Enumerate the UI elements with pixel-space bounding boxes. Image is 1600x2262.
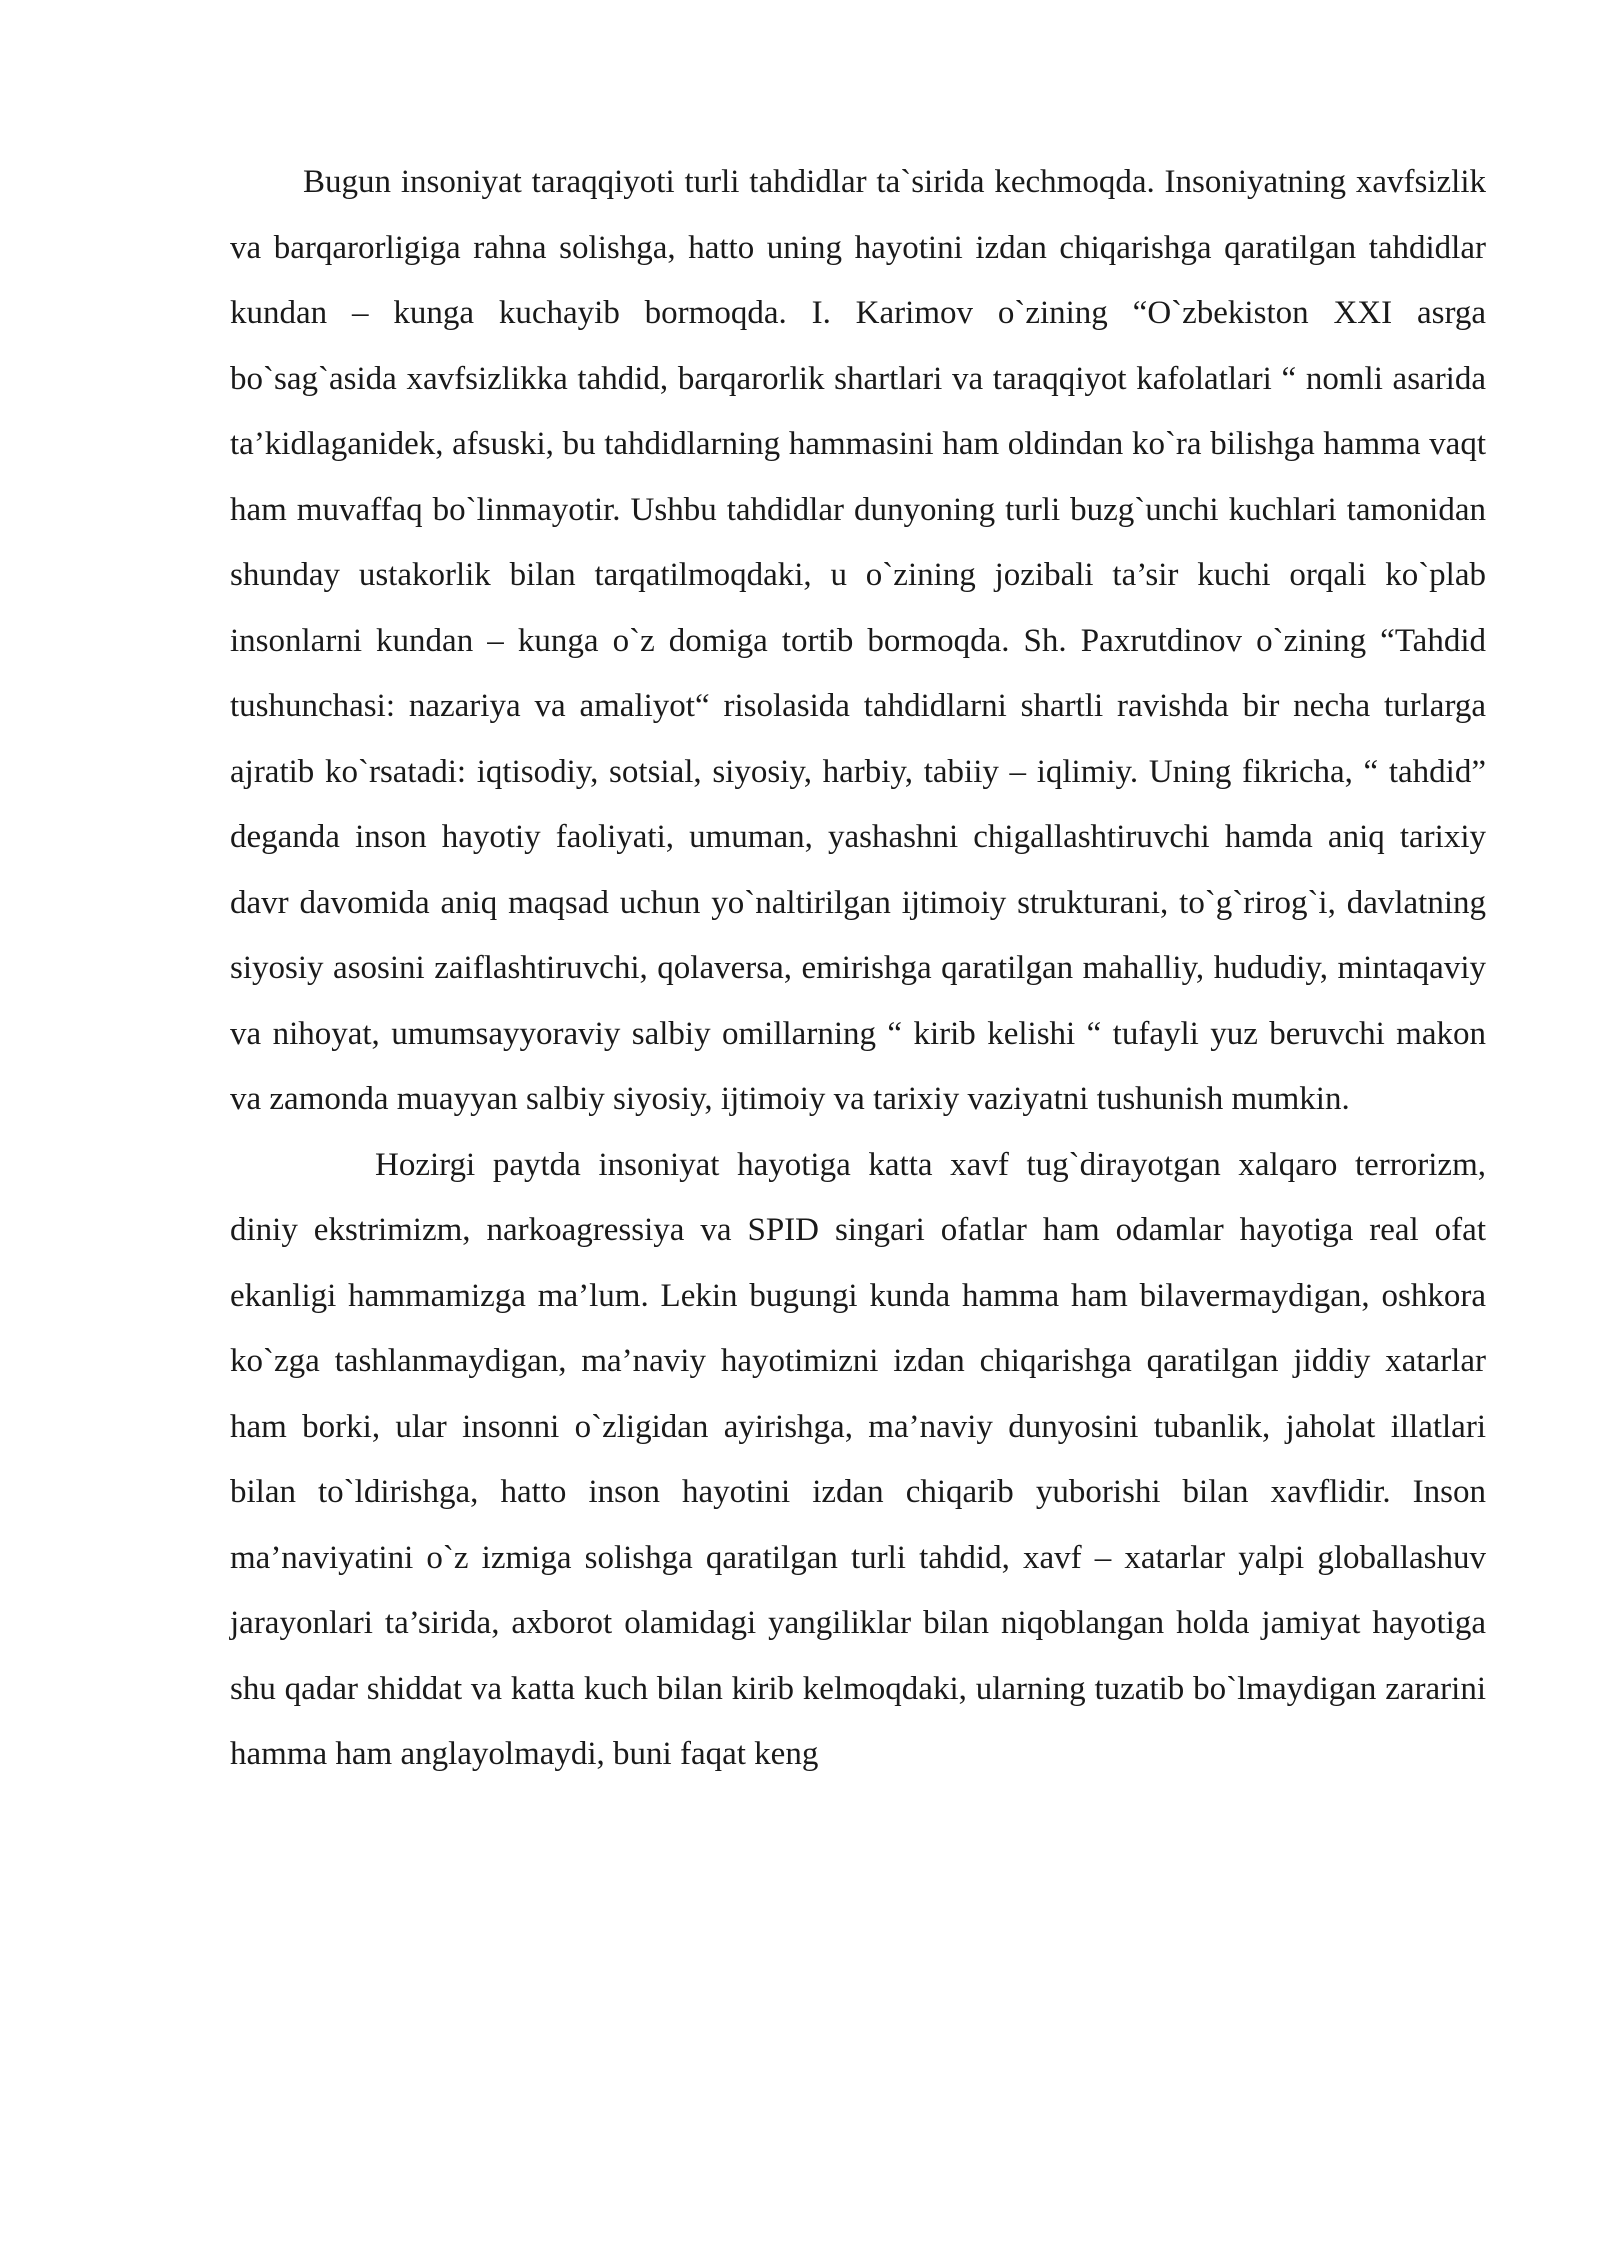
paragraph-1: Bugun insoniyat taraqqiyoti turli tahdidlar ta`sirida kechmoqda. Insoniyatning xavfsizlik va barqarorligiga rahna solishga, hatto uning hayotini izdan chiqarishga qaratilgan tahdidlar kundan – kunga kuchayib bormoqda. I. Karimov o`zining “O`zbekiston XXI asrga bo`sag`asida xavfsizlikka tahdid, barqarorlik shartlari va taraqqiyot kafolatlari “ nomli asarida ta’kidlaganidek, afsuski, bu tahdidlarning hammasini ham oldindan ko`ra bilishga hamma vaqt ham muvaffaq bo`linmayotir. Ushbu tahdidlar dunyoning turli buzg`unchi kuchlari tamonidan shunday ustakorlik bilan tarqatilmoqdaki, u o`zining jozibali ta’sir kuchi orqali ko`plab insonlarni kundan – kunga o`z domiga tortib bormoqda. Sh. Paxrutdinov o`zining “Tahdid tushunchasi: nazariya va amaliyot“ risolasida tahdidlarni shartli ravishda bir necha turlarga ajratib ko`rsatadi: iqtisodiy, sotsial, siyosiy, harbiy, tabiiy – iqlimiy. Uning fikricha, “ tahdid” deganda inson hayotiy faoliyati, umuman, yashashni chigallashtiruvchi hamda aniq tarixiy davr davomida aniq maqsad uchun yo`naltirilgan ijtimoiy strukturani, to`g`rirog`i, davlatning siyosiy asosini zaiflashtiruvchi, qolaversa, emirishga qaratilgan mahalliy, hududiy, mintaqaviy va nihoyat, umumsayyoraviy salbiy omillarning “ kirib kelishi “ tufayli yuz beruvchi makon va zamonda muayyan salbiy siyosiy, ijtimoiy va tarixiy vaziyatni tushunish mumkin. xyxy=(230,164,1486,1117)
paragraph-2: Hozirgi paytda insoniyat hayotiga katta xavf tug`dirayotgan xalqaro terrorizm, diniy ekstrimizm, narkoagressiya va SPID singari ofatlar ham odamlar hayotiga real ofat ekanligi hammamizga ma’lum. Lekin bugungi kunda hamma ham bilavermaydigan, oshkora ko`zga tashlanmaydigan, ma’naviy hayotimizni izdan chiqarishga qaratilgan jiddiy xatarlar ham borki, ular insonni o`zligidan ayirishga, ma’naviy dunyosini tubanlik, jaholat illatlari bilan to`ldirishga, hatto inson hayotini izdan chiqarib yuborishi bilan xavflidir. Inson ma’naviyatini o`z izmiga solishga qaratilgan turli tahdid, xavf – xatarlar yalpi globallashuv jarayonlari ta’sirida, axborot olamidagi yangiliklar bilan niqoblangan holda jamiyat hayotiga shu qadar shiddat va katta kuch bilan kirib kelmoqdaki, ularning tuzatib bo`lmaydigan zararini hamma ham anglayolmaydi, buni faqat keng xyxy=(230,1146,1486,1772)
document-body xyxy=(230,150,1486,1788)
